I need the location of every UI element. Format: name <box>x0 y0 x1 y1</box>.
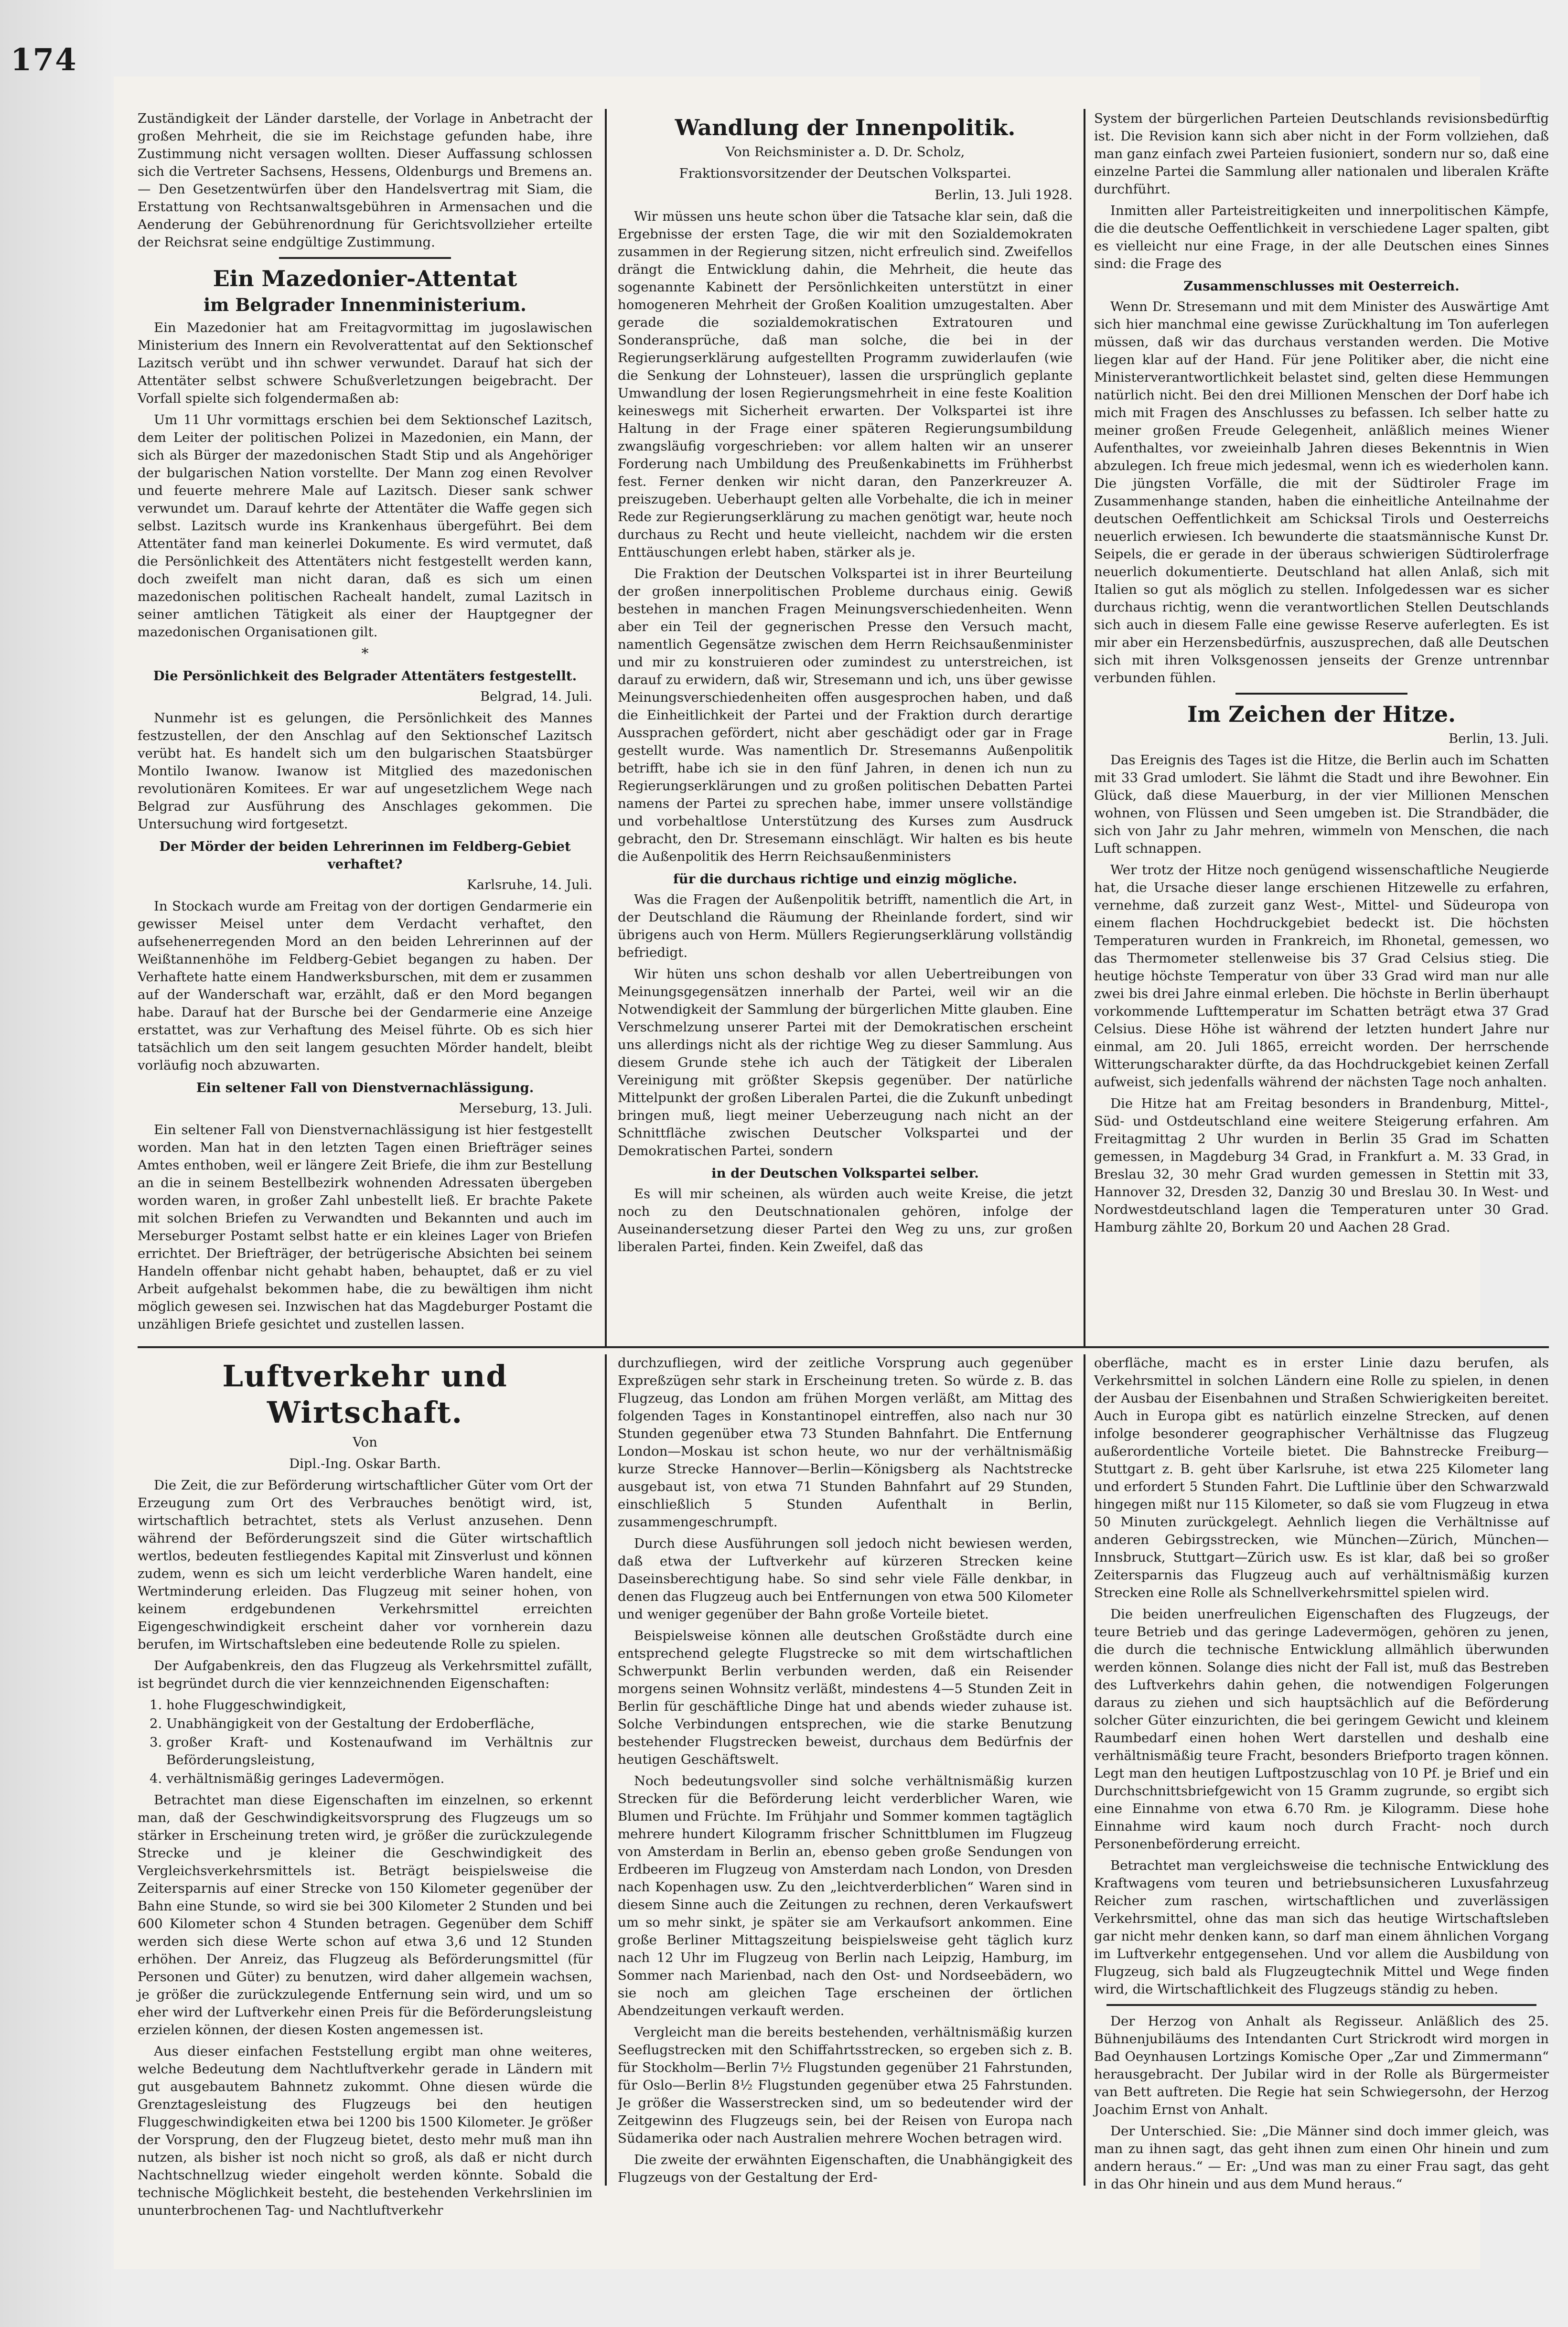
subheading: in der Deutschen Volkspartei selber. <box>711 1166 979 1181</box>
star-ornament: * <box>361 645 369 662</box>
paragraph: Betrachtet man vergleichsweise die technische Entwicklung des Kraftwagens vom teuren und betriebsunsicheren Luxusfahrzeug Reicher zum raschen, wirtschaftlichen und zuverlässigen Verkehrsmittel, ohne das man sich das heutige Wirtschaftsleben gar nicht mehr denken kann, so darf man einem ähnlichen Vorgang im Luftverkehr entgegensehen. Und vor allem die Ausbildung von Flugzeug, sich bald als Flugzeugtechnik Mittel und Wege finden wird, die Wirtschaftlichkeit des Flugzeugs ständig zu heben. <box>1094 1858 1549 1997</box>
paragraph: Wer trotz der Hitze noch genügend wissenschaftliche Neugierde hat, die Ursache dieser lange erschienen Hitzewelle zu erfahren, vernehme, daß zurzeit ganz West-, Mittel- und Südeuropa von einem flachen Hochdruckgebiet bedeckt ist. Die höchsten Temperaturen wurden in Frankreich, im Rhonetal, gemessen, wo das Thermometer stellenweise bis 37 Grad Celsius stieg. Die heutige höchste Temperatur von über 33 Grad wird man nur alle zwei bis drei Jahre einmal erleben. Die höchste in Berlin überhaupt vorkommende Lufttemperatur im Schatten beträgt etwa 37 Grad Celsius. Diese Höhe ist während der letzten hundert Jahre nur einmal, am 20. Juli 1865, erreicht worden. Der herrschende Witterungscharakter dürfte, da das Hochdruckgebiet keinen Zerfall aufweist, sich jedenfalls während der nächsten Tage noch anhalten. <box>1094 862 1549 1090</box>
paragraph: Die zweite der erwähnten Eigenschaften, die Unabhängigkeit des Flugzeugs von der Gestaltung der Erd- <box>618 2152 1073 2185</box>
luftverkehr-column-1 <box>138 1354 592 2218</box>
column-2 <box>618 110 1073 1333</box>
dateline: Merseburg, 13. Juli. <box>459 1101 592 1116</box>
paragraph: Vergleicht man die bereits bestehenden, verhältnismäßig kurzen Seeflugstrecken mit den Schiffahrtsstrecken, so ergeben sich z. B. für Stockholm—Berlin 7½ Flugstunden gegenüber 21 Fahrstunden, für Oslo—Berlin 8½ Flugstunden gegenüber etwa 25 Fahrstunden. Je größer die Wasserstrecken sind, um so bedeutender wird der Zeitgewinn des Flugzeugs sein, bei der Reisen von Europa nach Südamerika oder nach Australien mehrere Wochen betragen wird. <box>618 2025 1073 2146</box>
section-divider <box>138 1346 1549 1348</box>
dateline: Belgrad, 14. Juli. <box>480 689 592 704</box>
news-note: Der Herzog von Anhalt als Regisseur. Anläßlich des 25. Bühnenjubiläums des Intendanten Curt Strickrodt wird morgen in Bad Oeynhausen Lortzings Komische Oper „Zar und Zimmermann“ herausgebracht. Der Jubilar wird in der Rolle als Bürgermeister van Bett auftreten. Die Regie hat sein Schwiegersohn, der Herzog Joachim Ernst von Anhalt. <box>1094 2014 1549 2117</box>
paragraph: Das Ereignis des Tages ist die Hitze, die Berlin auch im Schatten mit 33 Grad umlodert. Sie lähmt die Stadt und ihre Bewohner. Ein Glück, daß diese Mauerburg, in der vier Millionen Menschen wohnen, von Flüssen und Seen umgeben ist. Die Strandbäder, die sich von Jahr zu Jahr mehren, wimmeln von Menschen, die nach Luft schnappen. <box>1094 752 1549 856</box>
subheading: für die durchaus richtige und einzig mögliche. <box>673 871 1018 887</box>
byline-role: Fraktionsvorsitzender der Deutschen Volkspartei. <box>679 166 1011 181</box>
headline-hitze: Im Zeichen der Hitze. <box>1187 701 1456 727</box>
paragraph: Nunmehr ist es gelungen, die Persönlichkeit des Mannes festzustellen, der den Anschlag auf den Sektionschef Lazitsch verübt hat. Es handelt sich um den bulgarischen Staatsbürger Montilo Iwanow. Iwanow ist Mitglied des mazedonischen revolutionären Komitees. Er war auf ungesetzlichem Wege nach Belgrad zur Ausführung des Anschlages gekommen. Die Untersuchung wird fortgesetzt. <box>138 710 592 832</box>
paragraph: Noch bedeutungsvoller sind solche verhältnismäßig kurzen Strecken für die Beförderung leicht verderblicher Waren, wie Blumen und Früchte. Im Frühjahr und Sommer kommen tagtäglich mehrere hundert Kilogramm frischer Schnittblumen im Flugzeug von Amsterdam in Berlin an, ebenso geben große Sendungen von Erdbeeren im Flugzeug von Amsterdam nach London, von Dresden nach Kopenhagen usw. Zu den „leichtverderblichen“ Waren sind in diesem Sinne auch die Zeitungen zu rechnen, deren Verkaufswert um so mehr sinkt, je später sie am Verkaufsort ankommen. Eine große Berliner Mittagszeitung beispielsweise geht täglich kurz nach 12 Uhr im Flugzeug von Berlin nach Leipzig, Hamburg, im Sommer nach Marienbad, nach den Ost- und Nordseebädern, wo sie noch am gleichen Tage erscheinen der örtlichen Abendzeitungen verkauft werden. <box>618 1773 1073 2018</box>
headline-innenpolitik: Wandlung der Innenpolitik. <box>675 115 1016 140</box>
paragraph: System der bürgerlichen Parteien Deutschlands revisionsbedürftig ist. Die Revision kann sich aber nicht in der Form vollziehen, daß man ganz einfach zwei Parteien fusioniert, sondern nur so, daß eine einzelne Partei die Sammlung aller nationalen und liberalen Kräfte durchführt. <box>1094 111 1549 197</box>
paragraph: Durch diese Ausführungen soll jedoch nicht bewiesen werden, daß etwa der Luftverkehr auf kürzeren Strecken keine Daseinsberechtigung habe. So sind sehr viele Fälle denkbar, in denen das Flugzeug auch bei Entfernungen von etwa 500 Kilometer und weniger gegenüber der Bahn große Vorteile bietet. <box>618 1536 1073 1622</box>
column-1 <box>138 110 592 1342</box>
paragraph: Ein seltener Fall von Dienstvernachlässigung ist hier festgestellt worden. Man hat in den letzten Tagen einen Briefträger seines Amtes enthoben, weil er längere Zeit Briefe, die ihm zur Bestellung an die in seinem Bestellbezirk wohnenden Adressaten übergeben worden waren, in großer Zahl unbestellt ließ. Er brachte Pakete mit solchen Briefen zu Verwandten und Bekannten und auch im Merseburger Postamt selbst hatte er ein kleines Lager von Briefen errichtet. Der Briefträger, der betrügerische Absichten bei seinem Handeln offenbar nicht gehabt haben, behauptet, daß er zu viel Arbeit aufgehalst bekommen habe, die zu bewältigen ihm nicht möglich gewesen sei. Inzwischen hat das Magdeburger Postamt die unzähligen Briefe gesichtet und zustellen lassen. <box>138 1122 592 1332</box>
list-item: 2. Unabhängigkeit von der Gestaltung der Erdoberfläche, <box>166 1715 592 1733</box>
paragraph: Die Zeit, die zur Beförderung wirtschaftlicher Güter vom Ort der Erzeugung zum Ort des Verbrauches benötigt wird, ist, wirtschaftlich betrachtet, stets als Verlust anzusehen. Denn während der Beförderungszeit sind die Güter wirtschaftlich wertlos, bedeuten festliegendes Kapital mit Zinsverlust und können zudem, wenn es sich um leicht verderbliche Waren handelt, eine Wertminderung erleiden. Das Flugzeug mit seiner hohen, von keinem erdgebundenen Verkehrsmittel erreichten Eigengeschwindigkeit erscheint daher vor vornherein dazu berufen, im Wirtschaftsleben eine bedeutende Rolle zu spielen. <box>138 1478 592 1652</box>
intro-paragraph: Zuständigkeit der Länder darstelle, der Vorlage in Anbetracht der großen Mehrheit, die sie im Reichstage gefunden habe, ihre Zustimmung nicht versagen wollten. Dieser Auffassung schlossen sich die Vertreter Sachsens, Hessens, Oldenburgs und Bremens an. — Den Gesetzentwürfen über den Handelsvertrag mit Siam, die Erstattung von Rechtsanwaltsgebühren in Armensachen und die Aenderung der Gebührenordnung für Gerichtsvollzieher erteilte der Reichsrat seine endgültige Zustimmung. <box>138 111 592 250</box>
column-rule-4 <box>1084 1354 1085 2186</box>
paragraph: Beispielsweise können alle deutschen Großstädte durch eine entsprechend gelegte Flugstrecke so mit dem wirtschaftlichen Schwerpunkt Berlin verbunden werden, daß ein Reisender morgens seinen Wohnsitz verläßt, mindestens 4—5 Stunden Zeit in Berlin für geschäftliche Dinge hat und abends wieder zuhause ist. Solche Verbindungen entsprechen, wie die starke Benutzung bestehender Flugstrecken beweist, durchaus dem Bedürfnis der heutigen Geschäftswelt. <box>618 1628 1073 1767</box>
properties-list <box>166 1696 592 1788</box>
paragraph: Ein Mazedonier hat am Freitagvormittag im jugoslawischen Ministerium des Innern ein Revolverattentat auf den Sektionschef Lazitsch verübt und ihn schwer verwundet. Darauf hat sich der Attentäter selbst schwere Schußverletzungen beigebracht. Der Vorfall spielte sich folgendermaßen ab: <box>138 320 592 406</box>
byline: Von Reichsminister a. D. Dr. Scholz, <box>725 144 965 160</box>
paragraph: Der Aufgabenkreis, den das Flugzeug als Verkehrsmittel zufällt, ist begründet durch die vier kennzeichnenden Eigenschaften: <box>138 1658 592 1691</box>
dateline: Berlin, 13. Juli 1928. <box>934 187 1073 203</box>
headline-attentat: Ein Mazedonier-Attentat <box>213 266 517 291</box>
page-number: 174 <box>11 42 77 78</box>
column-rule-1 <box>605 109 607 1346</box>
column-rule-3 <box>605 1354 607 2186</box>
separator <box>279 257 451 259</box>
luftverkehr-column-2 <box>618 1354 1073 2186</box>
paragraph: Es will mir scheinen, als würden auch weite Kreise, die jetzt noch zu den Deutschnationalen gehören, infolge der Auseinandersetzung dieser Partei den Weg zu uns, zur großen liberalen Partei, finden. Kein Zweifel, daß das <box>618 1186 1073 1255</box>
paragraph: Was die Fragen der Außenpolitik betrifft, namentlich die Art, in der Deutschland die Räumung der Rheinlande fordert, sind wir übrigens auch von Herm. Müllers Regierungserklärung vollständig befriedigt. <box>618 892 1073 960</box>
subheading: Die Persönlichkeit des Belgrader Attentäters festgestellt. <box>153 668 577 684</box>
byline-author: Dipl.-Ing. Oskar Barth. <box>289 1456 441 1471</box>
headline-attentat-sub: im Belgrader Innenministerium. <box>204 294 526 315</box>
byline-von: Von <box>353 1435 377 1450</box>
paragraph: Die Fraktion der Deutschen Volkspartei ist in ihrer Beurteilung der großen innerpolitischen Probleme durchaus einig. Gewiß bestehen in manchen Fragen Meinungsverschiedenheiten. Wenn aber ein Teil der gegnerischen Presse den Versuch macht, namentlich Gegensätze zwischen dem Herrn Reichsaußenminister und mir zu konstruieren oder zumindest zu unterstreichen, ist darauf zu erwidern, daß wir, Stresemann und ich, uns über gewisse Meinungsverschiedenheiten offen ausgesprochen haben, und daß die Einheitlichkeit der Partei und der Fraktion durch derartige Aussprachen gefördert, nicht aber geschädigt oder gar in Frage gestellt wurde. Was namentlich Dr. Stresemanns Außenpolitik betrifft, habe ich sie in den fünf Jahren, in denen ich nun zu Regierungserklärungen und zu großen politischen Debatten Partei namens der Partei zu sprechen habe, immer unsere vollständige und vorbehaltlose Unterstützung des Kurses zum Ausdruck gebracht, den Dr. Stresemann einschlägt. Wir halten es bis heute die Außenpolitik des Herrn Reichsaußenministers <box>618 566 1073 864</box>
subheading: Zusammenschlusses mit Oesterreich. <box>1183 279 1460 294</box>
dateline: Karlsruhe, 14. Juli. <box>467 877 592 892</box>
paragraph: Wir hüten uns schon deshalb vor allen Uebertreibungen von Meinungsgegensätzen innerhalb der Partei, weil wir an die Notwendigkeit der Sammlung der bürgerlichen Mitte glauben. Eine Verschmelzung unserer Partei mit der Demokratischen erscheint uns allerdings nicht als der richtige Weg zu dieser Sammlung. Aus diesem Grunde stehe ich auch der Tätigkeit der Liberalen Vereinigung mit größter Skepsis gegenüber. Der natürliche Mittelpunkt der großen Liberalen Partei, die die Zukunft unbedingt bringen muß, liegt meiner Ueberzeugung nach nicht an der Schnittfläche zwischen Deutscher Volkspartei und der Demokratischen Partei, sondern <box>618 966 1073 1158</box>
paragraph: Wir müssen uns heute schon über die Tatsache klar sein, daß die Ergebnisse der ersten Tage, die wir mit den Sozialdemokraten zusammen in der Regierung sitzen, nicht erfreulich sind. Zweifellos drängt die Entwicklung dahin, die Mehrheit, die heute das sogenannte Kabinett der Persönlichkeiten unterstützt in einer homogeneren Mehrheit der Großen Koalition umzugestalten. Aber gerade die sozialdemokratischen Extratouren und Sonderansprüche, daß man solche, die bei in der Regierungserklärung aufgestellten Programm zuwiderlaufen (wie die Senkung der Lohnsteuer), lassen die ursprünglich geplante Umwandlung der losen Regierungsmehrheit in eine feste Koalition keineswegs mit Sicherheit erwarten. Der Volkspartei ist ihre Haltung in der Frage einer späteren Regierungsumbildung zwangsläufig vorgeschrieben: vor allem halten wir an unserer Forderung nach Umbildung des Preußenkabinetts im Frühherbst fest. Ferner denken wir nicht daran, den Panzerkreuzer A. preiszugeben. Ueberhaupt gelten alle Vorbehalte, die ich in meiner Rede zur Regierungserklärung zu machen genötigt war, heute noch durchaus zu Recht und heute vielleicht, nachdem wir die ersten Enttäuschungen erlebt haben, stärker als je. <box>618 209 1073 560</box>
paragraph: Inmitten aller Parteistreitigkeiten und innerpolitischen Kämpfe, die die deutsche Oeffentlichkeit in verschiedene Lager spalten, gibt es vielleicht nur eine Frage, in der alle Deutschen eines Sinnes sind: die Frage des <box>1094 203 1549 271</box>
news-note: Der Unterschied. Sie: „Die Männer sind doch immer gleich, was man zu ihnen sagt, das geht ihnen zum einen Ohr hinein und zum andern heraus.“ — Er: „Und was man zu einer Frau sagt, das geht in das Ohr hinein und aus dem Mund heraus.“ <box>1094 2123 1549 2192</box>
list-item: 3. großer Kraft- und Kostenaufwand im Verhältnis zur Beförderungsleistung, <box>166 1734 592 1769</box>
paragraph: In Stockach wurde am Freitag von der dortigen Gendarmerie ein gewisser Meisel unter dem Verdacht verhaftet, den aufsehenerregenden Mord an den beiden Lehrerinnen auf der Weißtannenhöhe im Feldberg-Gebiet begangen zu haben. Der Verhaftete hatte einem Handwerksburschen, mit dem er zusammen auf der Wanderschaft war, erzählt, daß er den Mord begangen habe. Darauf hat der Bursche bei der Gendarmerie eine Anzeige erstattet, was zur Verhaftung des Meisel führte. Ob es sich hier tatsächlich um den seit langem gesuchten Mörder handelt, bleibt vorläufig noch abzuwarten. <box>138 899 592 1073</box>
separator <box>1235 693 1407 695</box>
paragraph: Betrachtet man diese Eigenschaften im einzelnen, so erkennt man, daß der Geschwindigkeitsvorsprung des Flugzeugs um so stärker in Erscheinung treten wird, je größer die zurückzulegende Strecke und je kleiner die Geschwindigkeit des Vergleichsverkehrsmittels ist. Beträgt beispielsweise die Zeitersparnis auf einer Strecke von 150 Kilometer gegenüber der Bahn eine Stunde, so wird sie bei 300 Kilometer 2 Stunden und bei 600 Kilometer schon 4 Stunden betragen. Gegenüber dem Schiff werden sich diese Werte schon auf etwa 3,6 und 12 Stunden erhöhen. Der Anreiz, das Flugzeug als Beförderungsmittel (für Personen und Güter) zu benutzen, wird daher allgemein wachsen, je größer die zurückzulegende Entfernung sein wird, und um so eher wird der Luftverkehr einen Preis für die Beförderungsleistung erzielen können, der diesen Kosten angemessen ist. <box>138 1792 592 2037</box>
paragraph: Wenn Dr. Stresemann und mit dem Minister des Auswärtige Amt sich hier manchmal eine gewisse Zurückhaltung im Ton auferlegen müssen, daß wir das durchaus verstanden werden. Die Motive liegen klar auf der Hand. Für jene Politiker aber, die nicht eine Ministerverantwortlichkeit belastet sind, gelten diese Hemmungen natürlich nicht. Bei den drei Millionen Menschen der Dorf habe ich mich mit Fragen des Anschlusses zu befassen. Ich selber hatte zu meiner großen Freude Gelegenheit, anläßlich meines Wiener Aufenthaltes, vor zweieinhalb Jahren dieses Bekenntnis in Wien abzulegen. Ich freue mich jedesmal, wenn ich es wiederholen kann. Die jüngsten Vorfälle, die mit der Südtiroler Frage im Zusammenhange standen, haben die einheitliche Anteilnahme der deutschen Oeffentlichkeit am Schicksal Tirols und Oesterreichs neuerlich erwiesen. Ich bewunderte die staatsmännische Kunst Dr. Seipels, die er gerade in der überaus schwierigen Südtirolerfrage neuerlich dokumentierte. Deutschland hat allen Anlaß, sich mit Italien so gut als möglich zu stellen. Infolgedessen war es sicher durchaus richtig, wenn die verantwortlichen Stellen Deutschlands sich auch in diesem Falle eine gewisse Reserve auferlegten. Es ist mir aber ein Herzensbedürfnis, auszusprechen, daß alle Deutschen sich mit ihren Volksgenossen jenseits der Grenze untrennbar verbunden fühlen. <box>1094 299 1549 686</box>
paragraph: Die beiden unerfreulichen Eigenschaften des Flugzeugs, der teure Betrieb und das geringe Ladevermögen, gehören zu jenen, die durch die technische Entwicklung allmählich überwunden werden können. Solange dies nicht der Fall ist, muß das Bestreben des Luftverkehrs dahin gehen, die notwendigen Folgerungen daraus zu ziehen und sich hauptsächlich auf die Beförderung solcher Güter einzurichten, die bei geringem Gewicht und kleinem Raumbedarf einen hohen Wert darstellen und deshalb eine verhältnismäßig teure Fracht, besonders Briefporto tragen können. Legt man den heutigen Luftpostzuschlag von 10 Pf. je Brief und ein Durchschnittsbriefgewicht von 15 Gramm zugrunde, so ergibt sich eine Einnahme von etwa 6.70 Rm. je Kilogramm. Diese hohe Einnahme wird kaum noch durch Fracht- noch durch Personenbeförderung erreicht. <box>1094 1607 1549 1852</box>
scan-edge <box>0 0 114 2327</box>
subheading: Ein seltener Fall von Dienstvernachlässigung. <box>196 1080 534 1095</box>
dateline: Berlin, 13. Juli. <box>1449 731 1549 746</box>
paragraph: Aus dieser einfachen Feststellung ergibt man ohne weiteres, welche Bedeutung dem Nachtluftverkehr gerade in Ländern mit gut ausgebautem Bahnnetz zukommt. Ohne diesen würde die Grenztagesleistung des Flugzeugs bei den heutigen Fluggeschwindigkeiten etwa bei 1200 bis 1500 Kilometer. Je größer der Vorsprung, den der Flugzeug bietet, desto mehr muß man ihn nutzen, als bisher ist noch nicht so groß, als daß er nicht durch Nachtschnellzug wieder eingeholt werden könnte. Sobald die technische Möglichkeit besteht, die bestehenden Verkehrslinien im ununterbrochenen Tag- und Nachtluftverkehr <box>138 2044 592 2218</box>
column-3 <box>1094 110 1549 1342</box>
list-item: 4. verhältnismäßig geringes Ladevermögen. <box>166 1770 592 1788</box>
paragraph: oberfläche, macht es in erster Linie dazu berufen, als Verkehrsmittel in solchen Ländern eine Rolle zu spielen, in denen der Ausbau der Eisenbahnen und Straßen Schwierigkeiten bereitet. Auch in Europa gibt es natürlich einzelne Strecken, auf denen infolge besonderer geographischer Verhältnisse das Flugzeug außerordentliche Vorteile bietet. Die Bahnstrecke Freiburg—Stuttgart z. B. geht über Karlsruhe, ist etwa 225 Kilometer lang und erfordert 5 Stunden Fahrt. Die Luftlinie über den Schwarzwald hingegen mißt nur 115 Kilometer, so daß sie vom Flugzeug in etwa 50 Minuten zurückgelegt. Aehnlich liegen die Verhältnisse auf anderen Gebirgsstrecken, wie München—Zürich, München—Innsbruck, Stuttgart—Zürich usw. Es ist klar, daß bei so großer Zeitersparnis das Flugzeug auch auf verhältnismäßig kurzen Strecken eine Rolle als Schnellverkehrsmittel spielen wird. <box>1094 1355 1549 1600</box>
list-item: 1. hohe Fluggeschwindigkeit, <box>166 1696 592 1714</box>
paragraph: Um 11 Uhr vormittags erschien bei dem Sektionschef Lazitsch, dem Leiter der politischen Polizei in Mazedonien, ein Mann, der sich als Bürger der mazedonischen Stadt Stip und als Angehöriger der bulgarischen Nation vorstellte. Der Mann zog einen Revolver und feuerte mehrere Male auf Lazitsch. Dieser sank schwer verwundet um. Darauf kehrte der Attentäter die Waffe gegen sich selbst. Lazitsch wurde ins Krankenhaus übergeführt. Bei dem Attentäter fand man keinerlei Dokumente. Es wird vermutet, daß die Persönlichkeit des Attentäters nicht festgestellt werden kann, doch zweifelt man nicht daran, daß es sich um einen mazedonischen politischen Rachealt handelt, zumal Lazitsch in seiner amtlichen Tätigkeit als einer der Hauptgegner der mazedonischen Organisationen gilt. <box>138 412 592 640</box>
subheading: Der Mörder der beiden Lehrerinnen im Feldberg-Gebiet verhaftet? <box>159 839 571 872</box>
luftverkehr-column-3 <box>1094 1354 1549 2192</box>
headline-luftverkehr: Luftverkehr und Wirtschaft. <box>222 1359 508 1430</box>
paragraph: Die Hitze hat am Freitag besonders in Brandenburg, Mittel-, Süd- und Ostdeutschland eine weitere Steigerung erfahren. Am Freitagmittag 2 Uhr wurden in Berlin 35 Grad im Schatten gemessen, in Magdeburg 34 Grad, in Frankfurt a. M. 33 Grad, in Breslau 32, 30 mehr Grad wurden gemessen in Stettin mit 33, Hannover 32, Dresden 32, Danzig 30 und Breslau 30. In West- und Nordwestdeutschland lagen die Temperaturen unter 30 Grad. Hamburg zählte 20, Borkum 20 und Aachen 28 Grad. <box>1094 1096 1549 1235</box>
paragraph: durchzufliegen, wird der zeitliche Vorsprung auch gegenüber Expreßzügen sehr stark in Erscheinung treten. So würde z. B. das Flugzeug, das London am frühen Morgen verläßt, am Mittag des folgenden Tages in Konstantinopel eintreffen, also nach nur 30 Stunden gegenüber etwa 73 Stunden Bahnfahrt. Die Entfernung London—Moskau ist schon heute, wo nur der verhältnismäßig kurze Strecke Hannover—Berlin—Königsberg als Nachtstrecke ausgebaut ist, von etwa 71 Stunden Bahnfahrt auf 29 Stunden, einschließlich 5 Stunden Aufenthalt in Berlin, zusammengeschrumpft. <box>618 1355 1073 1530</box>
separator <box>1106 2004 1536 2006</box>
column-rule-2 <box>1084 109 1085 1346</box>
